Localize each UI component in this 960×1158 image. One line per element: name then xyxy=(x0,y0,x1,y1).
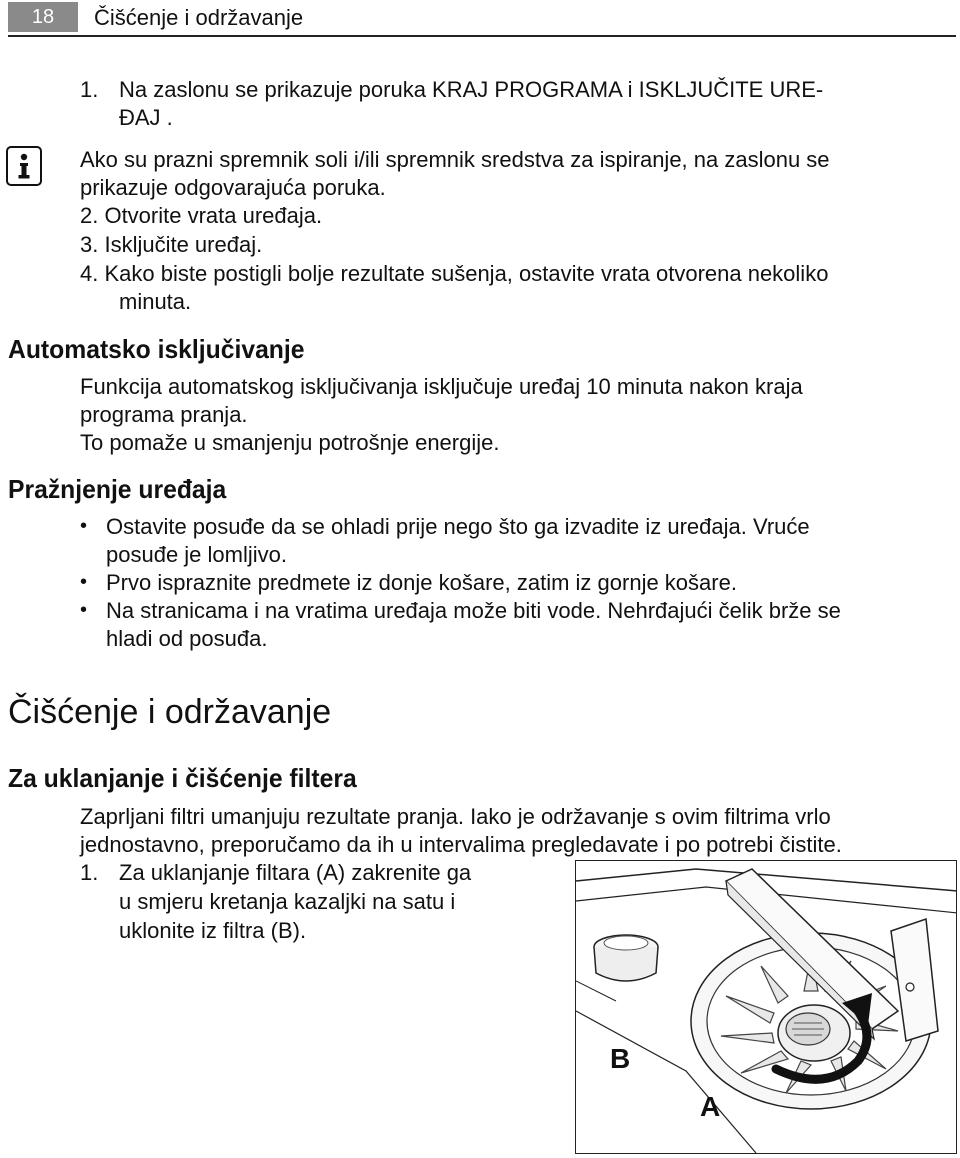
step-3: 3. Isključite uređaj. xyxy=(80,232,263,257)
emptying-bullet-1-line-1: Ostavite posuđe da se ohladi prije nego što ga izvadite iz uređaja. Vruće xyxy=(106,514,810,539)
emptying-bullet-3-line-1: Na stranicama i na vratima uređaja može biti vode. Nehrđajući čelik brže se xyxy=(106,598,841,623)
heading-emptying: Pražnjenje uređaja xyxy=(8,474,227,504)
bullet-dot: • xyxy=(80,515,88,537)
bullet-dot: • xyxy=(80,599,88,621)
info-icon xyxy=(6,146,42,186)
heading-auto-off: Automatsko isključivanje xyxy=(8,334,305,364)
step-1-number: 1. xyxy=(80,77,99,102)
step-4-line-1: 4. Kako biste postigli bolje rezultate sušenja, ostavite vrata otvorena nekoliko xyxy=(80,261,829,286)
header-title: Čišćenje i održavanje xyxy=(94,5,304,30)
header-divider xyxy=(8,35,956,37)
auto-off-line-3: To pomaže u smanjenju potrošnje energije. xyxy=(80,430,500,455)
cleaning-step-1-number: 1. xyxy=(80,860,99,885)
emptying-bullet-3-line-2: hladi od posuđa. xyxy=(106,626,268,651)
label-filter-b: B xyxy=(610,1043,631,1074)
auto-off-line-2: programa pranja. xyxy=(80,402,248,427)
step-4-line-2: minuta. xyxy=(119,289,192,314)
cleaning-step-1-line-2: u smjeru kretanja kazaljki na satu i xyxy=(119,889,456,914)
page-number: 18 xyxy=(8,2,78,32)
cleaning-step-1-line-3: uklonite iz filtra (B). xyxy=(119,918,307,943)
emptying-bullet-2: Prvo ispraznite predmete iz donje košare, zatim iz gornje košare. xyxy=(106,570,737,595)
info-note-line-1: Ako su prazni spremnik soli i/ili spremnik sredstva za ispiranje, na zaslonu se xyxy=(80,147,830,172)
step-2: 2. Otvorite vrata uređaja. xyxy=(80,203,323,228)
cleaning-step-1-line-1: Za uklanjanje filtara (A) zakrenite ga xyxy=(119,860,472,885)
emptying-bullet-1-line-2: posuđe je lomljivo. xyxy=(106,542,287,567)
step-1-line-2: ĐAJ . xyxy=(119,105,173,130)
label-filter-a: A xyxy=(700,1091,721,1122)
bullet-dot: • xyxy=(80,571,88,593)
filter-drawing xyxy=(576,861,957,1154)
page-header xyxy=(0,0,960,38)
heading-filter-cleaning: Za uklanjanje i čišćenje filtera xyxy=(8,763,357,793)
auto-off-line-1: Funkcija automatskog isključivanja isključuje uređaj 10 minuta nakon kraja xyxy=(80,374,803,399)
step-1-line-1: Na zaslonu se prikazuje poruka KRAJ PROGRAMA i ISKLJUČITE URE- xyxy=(119,77,824,102)
heading-cleaning: Čišćenje i održavanje xyxy=(8,693,332,731)
info-note-line-2: prikazuje odgovarajuća poruka. xyxy=(80,175,386,200)
cleaning-para-line-1: Zaprljani filtri umanjuju rezultate pranja. Iako je održavanje s ovim filtrima vrlo xyxy=(80,804,831,829)
cleaning-para-line-2: jednostavno, preporučamo da ih u intervalima pregledavate i po potrebi čistite. xyxy=(80,832,842,857)
filter-illustration xyxy=(575,860,957,1154)
